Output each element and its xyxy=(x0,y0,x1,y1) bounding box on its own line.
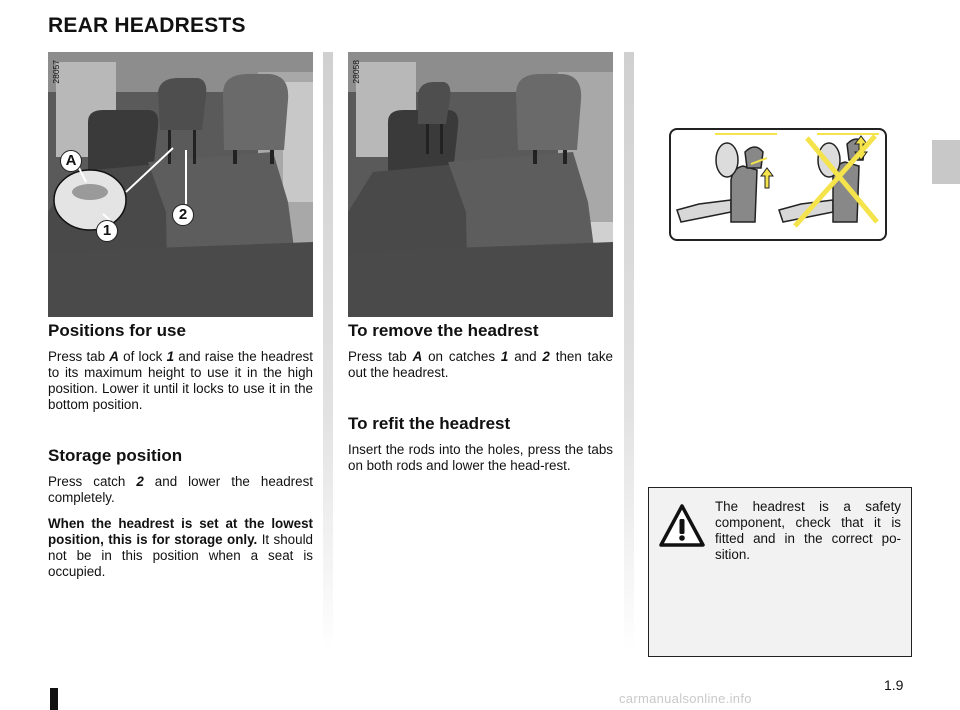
lock-label: 1 xyxy=(166,349,175,364)
warning-text: The headrest is a safety component, check that it is fitted and in the correct po-sition. xyxy=(715,499,901,562)
text-remove-headrest xyxy=(348,349,613,381)
headrest-position-diagram xyxy=(669,128,887,241)
text-fragment: and raise the headrest to its maximum height to use it in the high position. Lower it until it locks to use it in the bottom position. xyxy=(48,349,313,412)
corner-mark xyxy=(50,688,58,710)
catch-label: 2 xyxy=(136,474,144,489)
text-storage-position xyxy=(48,474,313,506)
text-fragment: and lower the headrest completely. xyxy=(48,474,313,505)
column-separator xyxy=(624,52,634,652)
text-fragment: Press tab xyxy=(48,349,110,364)
photo-reference-number: 28057 xyxy=(51,60,61,84)
text-fragment: Press catch xyxy=(48,474,137,489)
catch-1-label: 1 xyxy=(500,349,509,364)
photo-reference-number: 28058 xyxy=(351,60,361,84)
callout-2: 2 xyxy=(172,204,194,226)
tab-label: A xyxy=(109,349,119,364)
spacer xyxy=(348,391,613,413)
text-fragment: of lock xyxy=(118,349,167,364)
rear-seat-illustration xyxy=(48,52,313,317)
tab-label: A xyxy=(412,349,423,364)
text-fragment: and xyxy=(508,349,543,364)
text-fragment: then take out the headrest. xyxy=(348,349,613,380)
column-remove-refit xyxy=(348,320,613,484)
heading-positions-for-use: Positions for use xyxy=(48,321,186,340)
spacer xyxy=(48,423,313,445)
column-positions xyxy=(48,320,313,590)
rear-seat-photo-2 xyxy=(348,52,613,317)
page-title: REAR HEADRESTS xyxy=(48,14,246,37)
section-tab-marker xyxy=(932,140,960,184)
callout-1: 1 xyxy=(96,220,118,242)
watermark: carmanualsonline.info xyxy=(619,691,752,706)
text-fragment: on catches xyxy=(422,349,501,364)
text-positions-for-use xyxy=(48,349,313,413)
callout-a: A xyxy=(60,150,82,172)
heading-storage-position: Storage position xyxy=(48,446,183,465)
page-number: 1.9 xyxy=(884,677,904,693)
column-separator xyxy=(323,52,333,652)
catch-2-label: 2 xyxy=(542,349,550,364)
headrest-diagram-illustration xyxy=(671,130,885,239)
heading-refit-headrest: To refit the headrest xyxy=(348,414,511,433)
text-storage-note xyxy=(48,516,313,580)
storage-note-bold: When the headrest is set at the lowest position, this is for storage only. xyxy=(48,516,313,547)
heading-remove-headrest: To remove the headrest xyxy=(348,321,539,340)
rear-seat-illustration xyxy=(348,52,613,317)
warning-triangle-icon xyxy=(659,504,705,548)
text-fragment: Press tab xyxy=(348,349,413,364)
rear-seat-photo-1 xyxy=(48,52,313,317)
warning-box xyxy=(648,487,912,657)
text-refit-headrest: Insert the rods into the holes, press the tabs on both rods and lower the head-rest. xyxy=(348,442,613,473)
text-fragment: It should not be in this position when a seat is occupied. xyxy=(48,532,313,579)
